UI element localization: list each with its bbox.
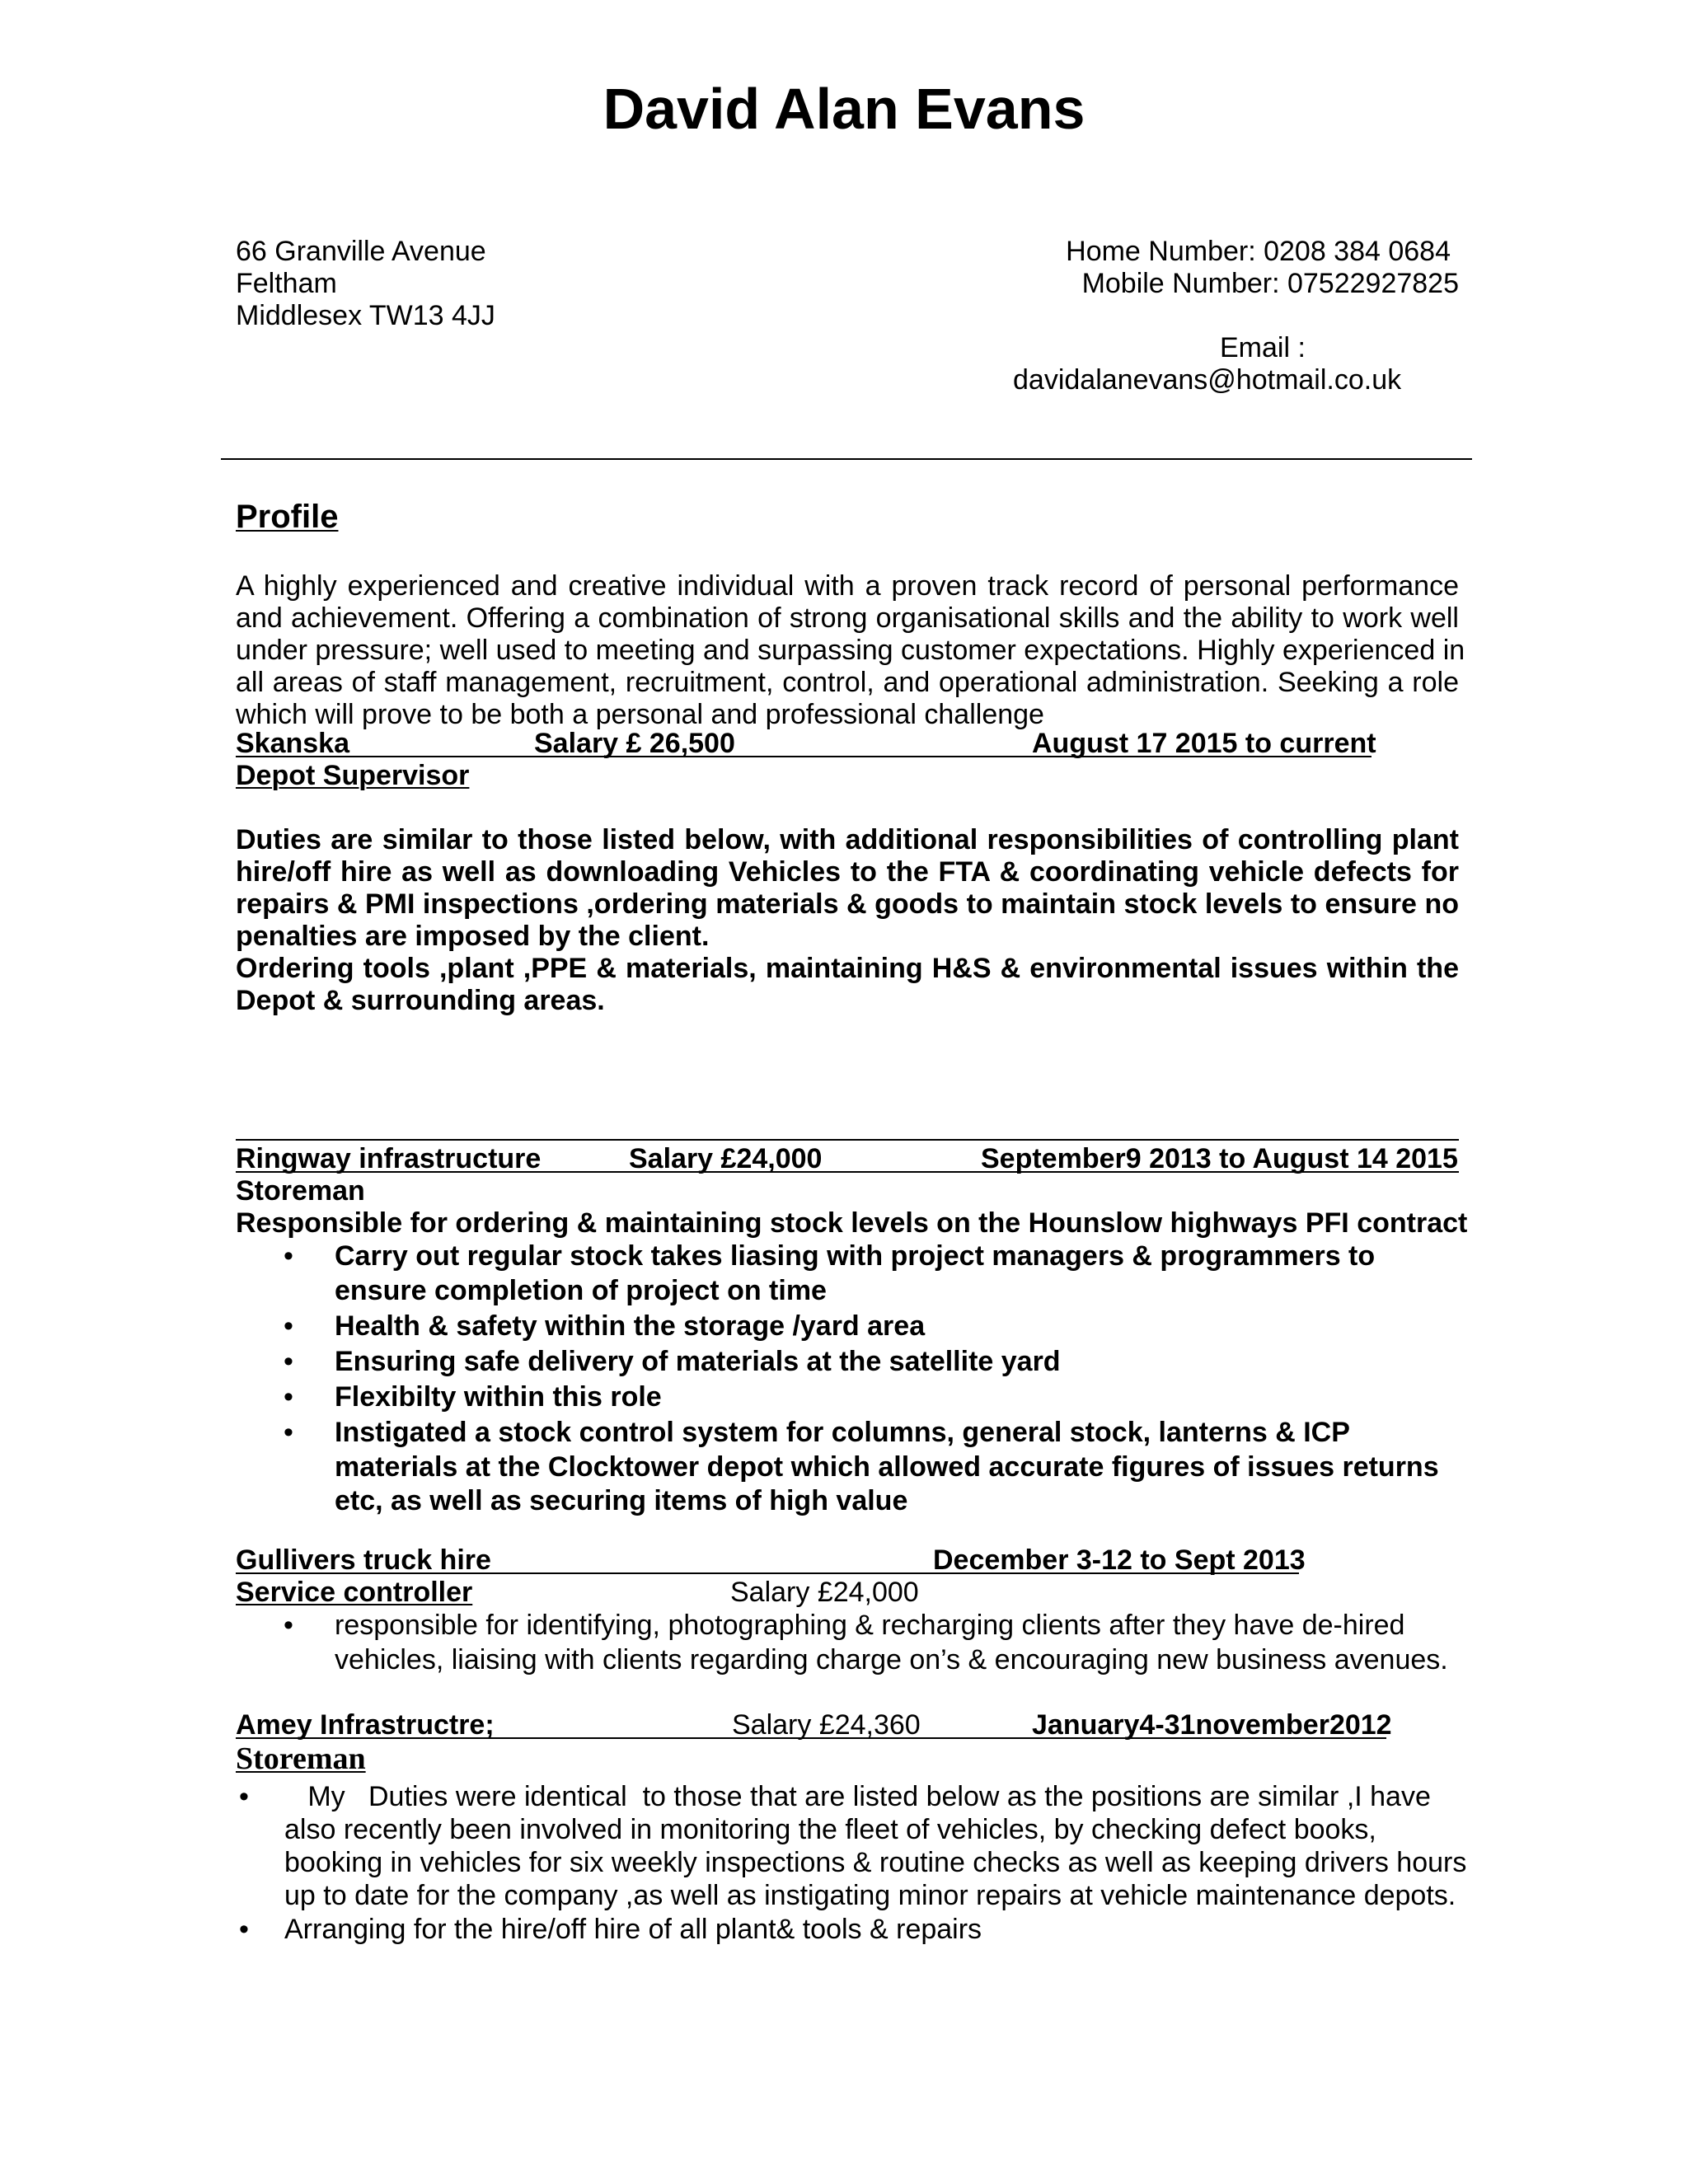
ringway-dates: September9 2013 to August 14 2015 — [981, 1143, 1458, 1174]
ringway-summary: Responsible for ordering & maintaining stock levels on the Hounslow highways PFI contract — [236, 1207, 1468, 1239]
gullivers-title: Service controller — [236, 1577, 473, 1608]
bullet-icon: • — [284, 1610, 293, 1641]
address-line-3: Middlesex TW13 4JJ — [236, 300, 495, 331]
profile-heading: Profile — [236, 499, 339, 535]
bullet-icon: • — [284, 1346, 293, 1377]
bullet-icon: • — [284, 1381, 293, 1413]
gullivers-salary: Salary £24,000 — [730, 1577, 919, 1608]
gullivers-bullet-line-2: vehicles, liaising with clients regarding charge on’s & encouraging new business avenues. — [335, 1644, 1448, 1675]
amey-dates: January4-31november2012 — [1032, 1709, 1392, 1741]
skanska-salary: Salary £ 26,500 — [534, 728, 735, 759]
gullivers-company: Gullivers truck hire — [236, 1544, 491, 1576]
gullivers-bullet-line-1: responsible for identifying, photographing & recharging clients after they have de-hired — [335, 1610, 1405, 1641]
amey-salary: Salary £24,360 — [732, 1709, 921, 1741]
ringway-bullet-5-line-1: Instigated a stock control system for columns, general stock, lanterns & ICP — [335, 1417, 1350, 1448]
ringway-salary: Salary £24,000 — [629, 1143, 823, 1174]
bullet-icon: • — [239, 1781, 249, 1812]
address-line-2: Feltham — [236, 268, 337, 299]
ringway-bullet-3: Ensuring safe delivery of materials at the satellite yard — [335, 1346, 1061, 1377]
email-label: Email : — [1220, 332, 1306, 363]
amey-bullet-1-line-3: booking in vehicles for six weekly inspections & routine checks as well as keeping drivers hours — [284, 1847, 1467, 1878]
skanska-dates: August 17 2015 to current — [1032, 728, 1376, 759]
bullet-icon: • — [284, 1310, 293, 1342]
profile-text — [236, 570, 1465, 731]
ringway-company: Ringway infrastructure — [236, 1143, 542, 1174]
skanska-duty-line: penalties are imposed by the client. — [236, 921, 710, 952]
skanska-title: Depot Supervisor — [236, 760, 470, 791]
ringway-bullet-5-line-2: materials at the Clocktower depot which allowed accurate figures of issues returns — [335, 1451, 1439, 1483]
ringway-bullet-5-line-3: etc, as well as securing items of high value — [335, 1485, 908, 1516]
profile-line: under pressure; well used to meeting and surpassing customer expectations. Highly experienced in — [236, 635, 1465, 666]
skanska-duty-line: Depot & surrounding areas. — [236, 985, 605, 1016]
amey-title: Storeman — [236, 1741, 366, 1776]
ringway-bullet-2: Health & safety within the storage /yard area — [335, 1310, 926, 1342]
amey-bullet-1-line-4: up to date for the company ,as well as instigating minor repairs at vehicle maintenance depots. — [284, 1880, 1456, 1911]
profile-line: which will prove to be both a personal and professional challenge — [236, 699, 1044, 730]
bullet-icon: • — [284, 1240, 293, 1272]
skanska-duty-line: Ordering tools ,plant ,PPE & materials, maintaining H&S & environmental issues within the — [236, 953, 1459, 984]
profile-line: all areas of staff management, recruitment, control, and operational administration. Seeking a role — [236, 667, 1459, 698]
mobile-number: Mobile Number: 07522927825 — [1081, 268, 1459, 299]
ringway-title: Storeman — [236, 1175, 365, 1207]
header-divider — [221, 458, 1472, 460]
resume-name: David Alan Evans — [603, 77, 1085, 141]
address-line-1: 66 Granville Avenue — [236, 236, 486, 267]
bullet-icon: • — [284, 1417, 293, 1448]
ringway-bullet-1-line-1: Carry out regular stock takes liasing with project managers & programmers to — [335, 1240, 1376, 1272]
ringway-top-rule — [236, 1139, 1459, 1141]
amey-bullet-1-line-1: My Duties were identical to those that are listed below as the positions are similar ,I have — [284, 1781, 1431, 1812]
gullivers-dates: December 3-12 to Sept 2013 — [933, 1544, 1306, 1576]
amey-bullet-1-line-2: also recently been involved in monitoring the fleet of vehicles, by checking defect books, — [284, 1814, 1376, 1845]
home-number: Home Number: 0208 384 0684 — [1066, 236, 1451, 267]
email-address: davidalanevans@hotmail.co.uk — [1013, 364, 1402, 396]
profile-line: and achievement. Offering a combination of strong organisational skills and the ability to work well — [236, 602, 1459, 634]
bullet-icon: • — [239, 1914, 249, 1945]
ringway-bullet-1-line-2: ensure completion of project on time — [335, 1275, 827, 1306]
skanska-duty-line: repairs & PMI inspections ,ordering materials & goods to maintain stock levels to ensure no — [236, 888, 1459, 920]
skanska-company: Skanska — [236, 728, 349, 759]
skanska-duty-line: hire/off hire as well as downloading Vehicles to the FTA & coordinating vehicle defects for — [236, 856, 1459, 888]
ringway-bullet-4: Flexibilty within this role — [335, 1381, 662, 1413]
skanska-duties — [236, 824, 1459, 1017]
amey-company: Amey Infrastructre; — [236, 1709, 495, 1741]
skanska-duty-line: Duties are similar to those listed below, with additional responsibilities of controlling plant — [236, 824, 1459, 855]
profile-line: A highly experienced and creative individual with a proven track record of personal performance — [236, 570, 1459, 602]
amey-bullet-2: Arranging for the hire/off hire of all plant& tools & repairs — [284, 1914, 982, 1945]
